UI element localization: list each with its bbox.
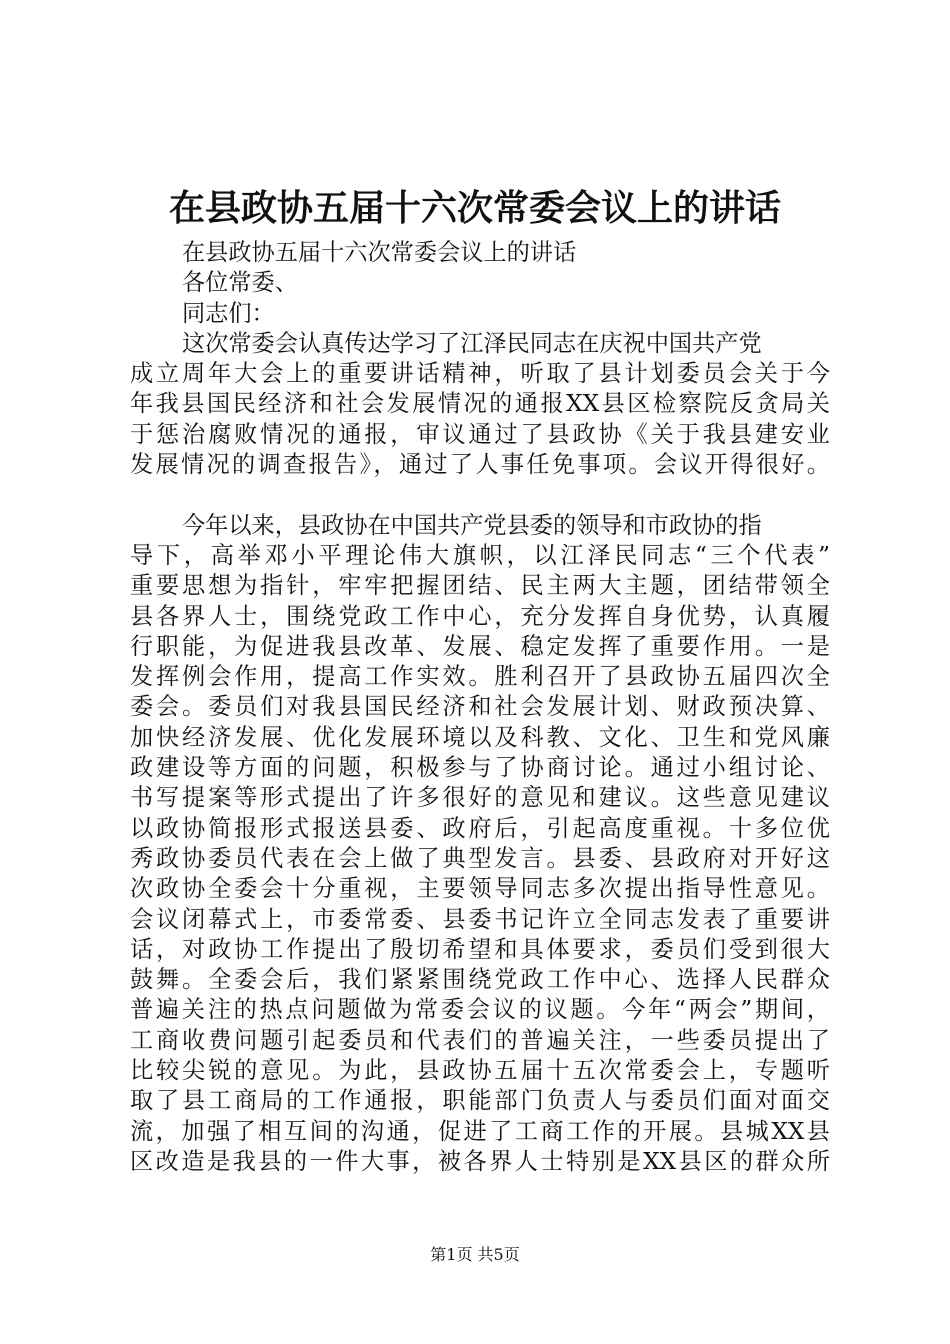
paragraph-line: 于惩治腐败情况的通报，审议通过了县政协《关于我县建安业	[130, 420, 830, 448]
paragraph-line: 次政协全委会十分重视，主要领导同志多次提出指导性意见。	[130, 875, 830, 903]
paragraph-line: 会议闭幕式上，市委常委、县委书记许立全同志发表了重要讲	[130, 905, 830, 933]
paragraph-line: 发展情况的调查报告》，通过了人事任免事项。会议开得很好。	[130, 451, 830, 479]
paragraph-line: 成立周年大会上的重要讲话精神，听取了县计划委员会关于今	[130, 360, 830, 388]
paragraph-line: 政建设等方面的问题，积极参与了协商讨论。通过小组讨论、	[130, 754, 830, 782]
paragraph-line: 流，加强了相互间的沟通，促进了工商工作的开展。县城XX县	[130, 1117, 830, 1145]
paragraph-line: 工商收费问题引起委员和代表们的普遍关注，一些委员提出了	[130, 1026, 830, 1054]
paragraph-line: 导下，高举邓小平理论伟大旗帜，以江泽民同志“三个代表”	[130, 541, 830, 569]
page-footer: 第1页 共5页	[430, 1245, 520, 1264]
salutation-line-1: 各位常委、	[182, 269, 298, 297]
paragraph-line: 比较尖锐的意见。为此，县政协五届十五次常委会上，专题听	[130, 1057, 830, 1085]
paragraph-line: 发挥例会作用，提高工作实效。胜利召开了县政协五届四次全	[130, 663, 830, 691]
paragraph-line: 委会。委员们对我县国民经济和社会发展计划、财政预决算、	[130, 693, 830, 721]
paragraph-line: 秀政协委员代表在会上做了典型发言。县委、县政府对开好这	[130, 844, 830, 872]
paragraph-line: 县各界人士，围绕党政工作中心，充分发挥自身优势，认真履	[130, 602, 830, 630]
paragraph-line: 区改造是我县的一件大事，被各界人士特别是XX县区的群众所	[130, 1147, 830, 1175]
paragraph-line: 行职能，为促进我县改革、发展、稳定发挥了重要作用。一是	[130, 632, 830, 660]
paragraph-line: 今年以来，县政协在中国共产党县委的领导和市政协的指	[182, 511, 762, 539]
paragraph-line: 取了县工商局的工作通报，职能部门负责人与委员们面对面交	[130, 1087, 830, 1115]
paragraph-line: 话，对政协工作提出了殷切希望和具体要求，委员们受到很大	[130, 935, 830, 963]
paragraph-line: 重要思想为指针，牢牢把握团结、民主两大主题，团结带领全	[130, 572, 830, 600]
paragraph-line: 鼓舞。全委会后，我们紧紧围绕党政工作中心、选择人民群众	[130, 966, 830, 994]
paragraph-1	[130, 329, 830, 480]
paragraph-line: 年我县国民经济和社会发展情况的通报XX县区检察院反贪局关	[130, 390, 830, 418]
document-subtitle: 在县政协五届十六次常委会议上的讲话	[182, 239, 577, 266]
paragraph-line: 书写提案等形式提出了许多很好的意见和建议。这些意见建议	[130, 784, 830, 812]
salutation-line-2: 同志们：	[182, 299, 275, 327]
paragraph-line: 普遍关注的热点问题做为常委会议的议题。今年“两会”期间，	[130, 996, 830, 1024]
paragraph-line: 这次常委会认真传达学习了江泽民同志在庆祝中国共产党	[182, 329, 762, 357]
document-body	[130, 238, 830, 1177]
paragraph-2	[130, 511, 830, 1178]
paragraph-gap	[130, 480, 830, 510]
document-title: 在县政协五届十六次常委会议上的讲话	[168, 187, 781, 229]
paragraph-line: 以政协简报形式报送县委、政府后，引起高度重视。十多位优	[130, 814, 830, 842]
paragraph-line: 加快经济发展、优化发展环境以及科教、文化、卫生和党风廉	[130, 723, 830, 751]
